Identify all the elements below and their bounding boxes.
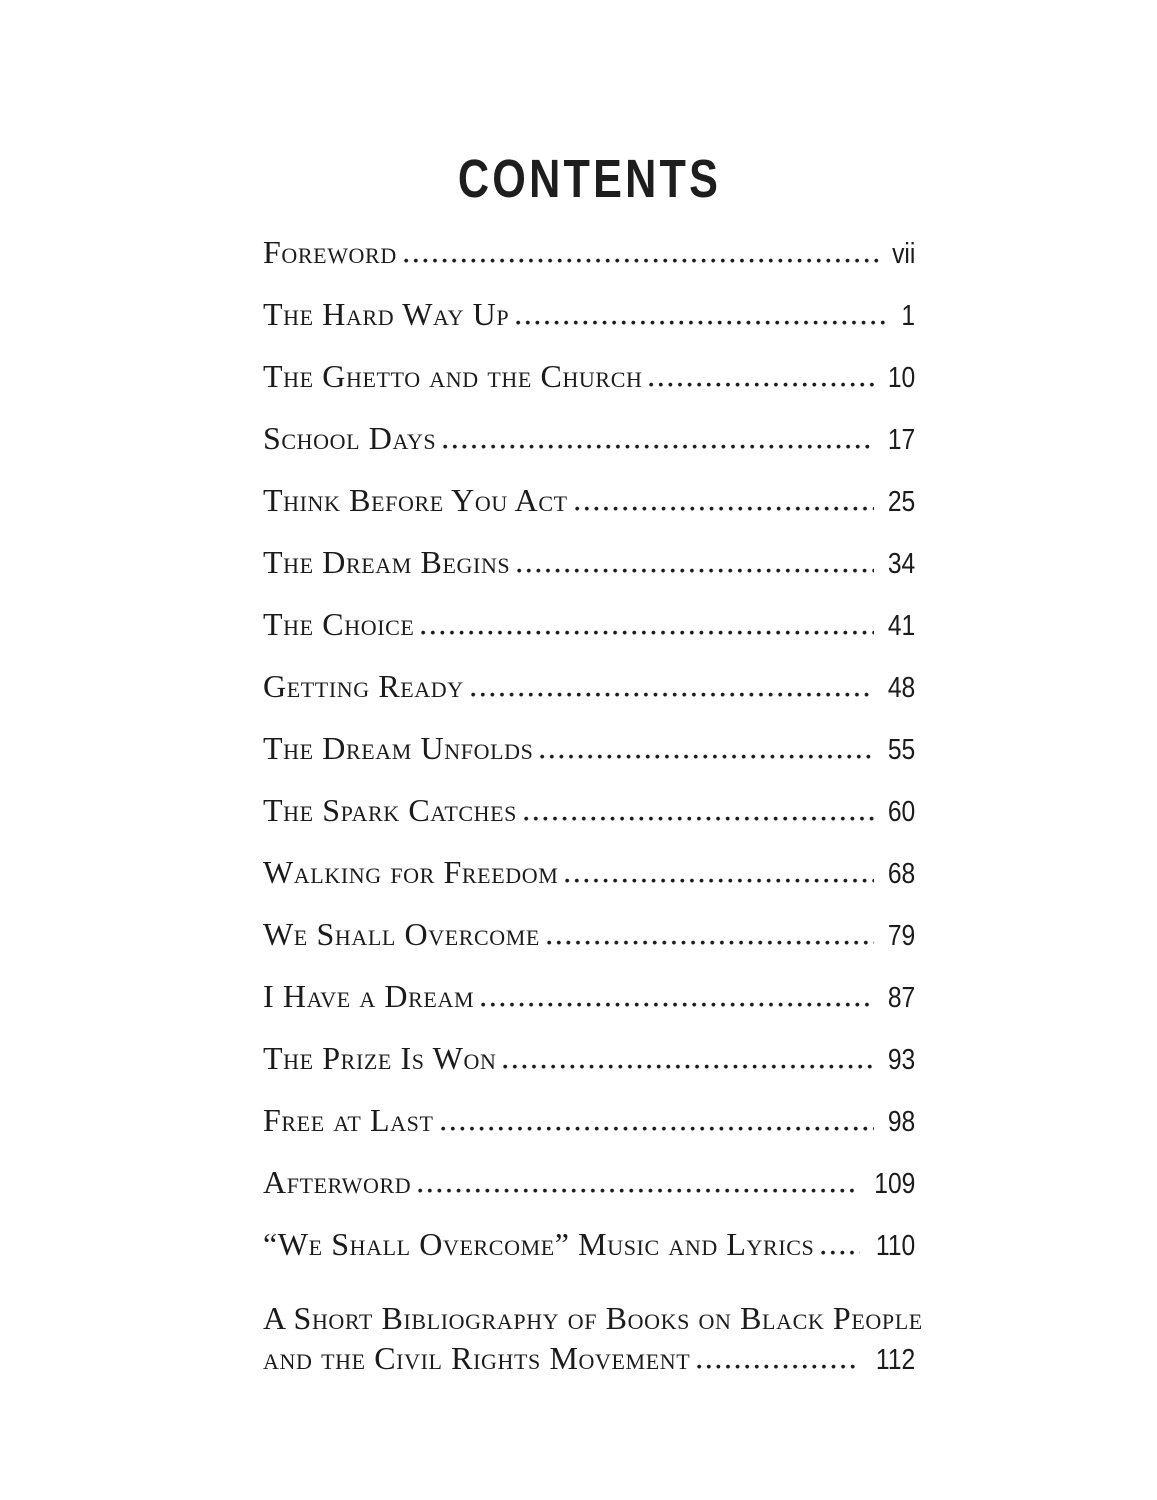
toc-entry-label: “We Shall Overcome” Music and Lyrics [263, 1226, 815, 1262]
toc-entry-label: The Dream Begins [263, 544, 511, 580]
dot-leader [540, 754, 873, 759]
toc-entry-free-at-last [263, 1100, 915, 1142]
dot-leader [516, 320, 890, 325]
dot-leader [471, 692, 874, 697]
toc-entry-label: We Shall Overcome [263, 916, 540, 952]
toc-entry-page: 112 [875, 1344, 915, 1376]
dot-leader [524, 816, 874, 821]
toc-entry-the-dream-begins [263, 542, 915, 584]
toc-entry-short-bibliography [263, 1298, 923, 1380]
toc-entry-label: The Choice [263, 606, 415, 642]
toc-entry-label: The Dream Unfolds [263, 730, 534, 766]
dot-leader [481, 1002, 874, 1007]
dot-leader [517, 568, 873, 573]
toc-entry-page: 55 [887, 734, 915, 766]
toc-entry-label-line1: A Short Bibliography of Books on Black People [263, 1300, 923, 1336]
toc-entry-label: School Days [263, 420, 437, 456]
dot-leader [503, 1064, 873, 1069]
dot-leader [565, 878, 873, 883]
toc-entry-page: 10 [887, 362, 915, 394]
toc-entry-we-shall-overcome [263, 914, 915, 956]
dot-leader [421, 630, 873, 635]
toc-entry-page: 79 [887, 920, 915, 952]
toc-entry-label: Free at Last [263, 1102, 434, 1138]
toc-entry-page: 25 [887, 486, 915, 518]
toc-entry-page: 34 [887, 548, 915, 580]
toc-entry-page: 48 [887, 672, 915, 704]
table-of-contents [263, 232, 923, 1380]
toc-entry-label-line2: and the Civil Rights Movement [263, 1340, 691, 1376]
toc-entry-the-hard-way-up [263, 294, 915, 336]
toc-entry-label: The Ghetto and the Church [263, 358, 643, 394]
toc-entry-page: vii [891, 238, 915, 270]
toc-entry-the-choice [263, 604, 915, 646]
toc-entry-label: Foreword [263, 234, 397, 270]
toc-entry-page: 87 [887, 982, 915, 1014]
toc-entry-i-have-a-dream [263, 976, 915, 1018]
dot-leader [575, 506, 874, 511]
dot-leader [443, 444, 873, 449]
toc-entry-page: 93 [887, 1044, 915, 1076]
toc-entry-afterword [263, 1162, 915, 1204]
toc-entry-foreword [263, 232, 915, 274]
toc-entry-label: Think Before You Act [263, 482, 568, 518]
toc-entry-label: I Have a Dream [263, 978, 475, 1014]
dot-leader [821, 1250, 859, 1255]
toc-entry-school-days [263, 418, 915, 460]
toc-entry-page: 68 [887, 858, 915, 890]
dot-leader [404, 258, 879, 263]
toc-entry-getting-ready [263, 666, 915, 708]
toc-entry-the-ghetto-and-the-church [263, 356, 915, 398]
toc-entry-the-spark-catches [263, 790, 915, 832]
toc-entry-page: 1 [901, 300, 915, 332]
toc-entry-walking-for-freedom [263, 852, 915, 894]
toc-entry-page: 110 [875, 1230, 915, 1262]
toc-entry-think-before-you-act [263, 480, 915, 522]
toc-entry-label: The Prize Is Won [263, 1040, 497, 1076]
toc-entry-the-dream-unfolds [263, 728, 915, 770]
dot-leader [441, 1126, 874, 1131]
toc-entry-label: The Hard Way Up [263, 296, 510, 332]
toc-entry-page: 98 [887, 1106, 915, 1138]
toc-entry-page: 17 [887, 424, 915, 456]
toc-entry-page: 60 [887, 796, 915, 828]
page-title: CONTENTS [457, 149, 721, 209]
dot-leader [418, 1188, 857, 1193]
dot-leader [547, 940, 874, 945]
dot-leader [649, 382, 873, 387]
toc-entry-page: 41 [887, 610, 915, 642]
toc-entry-page: 109 [873, 1168, 915, 1200]
title-wrap [263, 149, 915, 209]
toc-entry-label: Afterword [263, 1164, 412, 1200]
toc-entry-we-shall-overcome-music-and-lyrics [263, 1224, 915, 1266]
toc-entry-the-prize-is-won [263, 1038, 915, 1080]
toc-entry-label: Getting Ready [263, 668, 464, 704]
toc-entry-label: Walking for Freedom [263, 854, 559, 890]
dot-leader [697, 1364, 860, 1369]
toc-entry-label: The Spark Catches [263, 792, 518, 828]
